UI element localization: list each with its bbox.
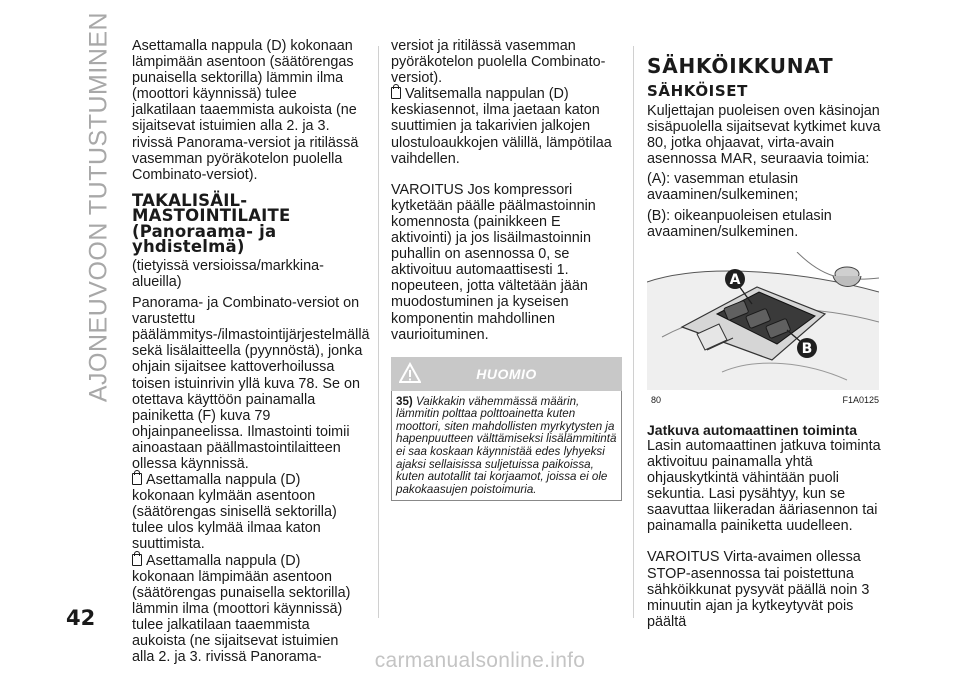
warning-paragraph: VAROITUS Virta-avaimen ollessa STOP-asennossa tai poistettuna sähköikkunat pysyvät päällä noin 3 minuutin ajan ja kytkeytyvät pois päältä	[647, 549, 870, 630]
bullet-paragraph: Asettamalla nappula (D) kokonaan lämpimään asentoon (säätörengas punaisella sektorilla) lämmin ilma (moottori käynnissä) tulee jalkatilaan taaemmista aukoista (ne sijaitsevat istuimien alla 2. ja 3. rivissä Panorama-	[132, 552, 351, 666]
paragraph: Kuljettajan puoleisen oven käsinojan sisäpuolella sijaitsevat kytkimet kuva 80, jotka ohjaavat, virta-avain asennossa MAR, seuraavia toimia:	[647, 103, 881, 168]
column-divider	[378, 46, 379, 618]
padlock-bullet-icon	[132, 554, 142, 566]
padlock-bullet-icon	[391, 87, 401, 99]
section-heading: TAKALISÄIL- MASTOINTILAITE (Panoraama- ja yhdistelmä)	[132, 190, 291, 257]
note-box	[391, 357, 622, 502]
note-number: 35)	[396, 394, 413, 408]
section-title: SÄHKÖIKKUNAT	[647, 54, 834, 78]
paragraph: (A): vasemman etulasin avaaminen/sulkeminen;	[647, 171, 799, 204]
figure-window-switches	[647, 252, 879, 390]
page-number: 42	[66, 606, 96, 630]
figure-code: F1A0125	[842, 394, 879, 405]
warning-paragraph: VAROITUS Jos kompressori kytketään päälle päälmastoinnin komennosta (painikkeen E aktivointi) ja jos lisäilmastoinnin puhallin on asennossa 0, se aktivoituu automaattisesti 1. nopeuteen, jotta vältetään jään muodostuminen ja kyseisen komponentin mahdollinen vaurioituminen.	[391, 181, 596, 343]
paragraph: Lasin automaattinen jatkuva toiminta aktivoituu painamalla yhtä ohjauskytkintä vähintään puoli sekuntia. Lasi pysähtyy, kun se saavuttaa liikeradan ääriasennon tai painamalla painiketta uudelleen.	[647, 437, 881, 535]
subheading: Jatkuva automaattinen toiminta	[647, 421, 858, 438]
note-title: HUOMIO	[476, 365, 537, 382]
bullet-paragraph: Valitsemalla nappulan (D) keskiasennot, ilma jaetaan katon suuttimien ja takarivien jalkojen ulostuloaukkojen välillä, lämpötilaa vaihdellen.	[391, 86, 612, 167]
watermark: carmanualsonline.info	[374, 649, 586, 672]
column-1	[132, 38, 370, 666]
paragraph: Asettamalla nappula (D) kokonaan lämpimään asentoon (säätörengas punaisella sektorilla) lämmin ilma (moottori käynnissä) tulee jalkatilaan taaemmista aukoista (ne sijaitsevat istuimien alla 2. ja 3. rivissä Panorama-versiot ja ritilässä vasemman pyöräkotelon puolella Combinato-versiot).	[132, 38, 359, 183]
paragraph: Panorama- ja Combinato-versiot on varustettu päälämmitys-/ilmastointijärjestelmällä sekä lisälaitteella (pyynnöstä), jonka ohjain sijaitsee kattoverhoilussa toisen istuinrivin yllä kuva 78. Se on otettava käyttöön painamalla painiketta (F) kuva 79 ohjainpaneelissa. Ilmastointi toimii ainoastaan päällmastointilaitteen ollessa käynnissä.	[132, 295, 370, 472]
subsection-title: SÄHKÖISET	[647, 82, 748, 100]
callout-label-b: B	[801, 340, 813, 357]
note-header	[391, 357, 622, 391]
note-body	[391, 391, 622, 502]
paragraph: versiot ja ritilässä vasemman pyöräkotelon puolella Combinato-versiot).	[391, 38, 606, 87]
padlock-bullet-icon	[132, 473, 142, 485]
column-3	[647, 38, 883, 630]
callout-label-a: A	[729, 271, 741, 288]
column-2	[391, 38, 622, 501]
bullet-paragraph: Asettamalla nappula (D) kokonaan kylmään asentoon (säätörengas sinisellä sektorilla) tulee ulos kylmää ilmaa katon suuttimista.	[132, 472, 337, 553]
paragraph: (B): oikeanpuoleisen etulasin avaaminen/sulkeminen.	[647, 207, 832, 240]
paragraph: (tietyissä versioissa/markkina-alueilla)	[132, 257, 324, 290]
window-switch-illustration	[647, 252, 879, 390]
side-chapter-title	[84, 11, 114, 403]
figure-number: 80	[651, 394, 662, 405]
side-chapter-title-text: AJONEUVOON TUTUSTUMINEN	[84, 11, 113, 403]
column-divider	[633, 46, 634, 618]
note-text: Vaikkakin vähemmässä määrin, lämmitin polttaa polttoainetta kuten moottori, siten mahdollisten myrkytysten ja hapenpuutteen välttämiseksi lisälämmitintä ei saa koskaan käynnistää edes lyhyeksi ajaksi sellaisissa suljetuissa paikoissa, kuten autotallit tai korjaamot, joissa ei ole pakokaasujen poistoimuria.	[396, 394, 617, 496]
figure-caption	[647, 392, 883, 408]
